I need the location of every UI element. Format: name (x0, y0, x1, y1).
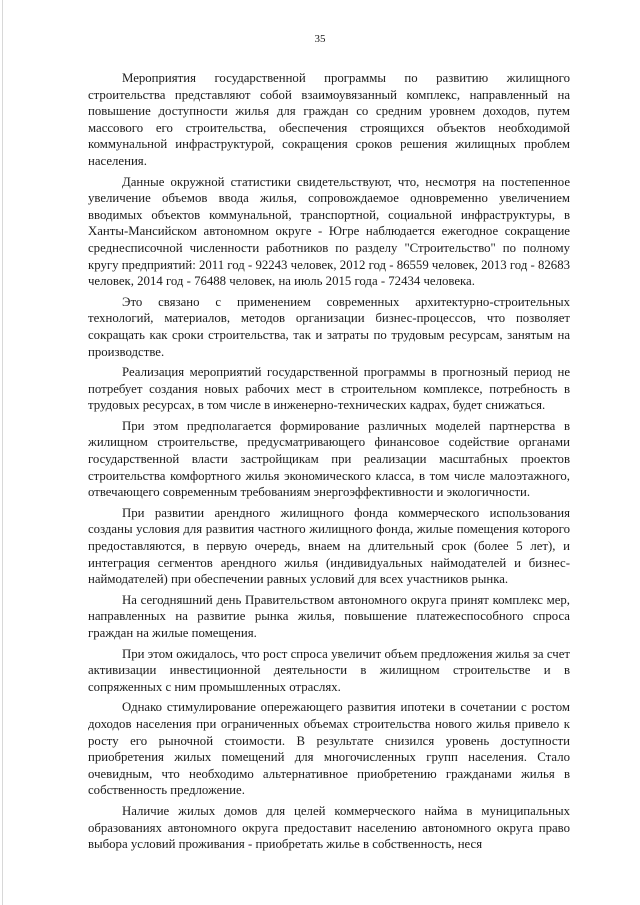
paragraph: При этом ожидалось, что рост спроса увеличит объем предложения жилья за счет активизации инвестиционной деятельности в жилищном строительстве и в сопряженных с ним промышленных отраслях. (88, 646, 570, 694)
page-number: 35 (314, 33, 326, 45)
paragraph: Реализация мероприятий государственной программы в прогнозный период не потребует создания новых рабочих мест в строительном комплексе, потребность в трудовых ресурсах, в том числе в инженерно-технических кадрах, будет снижаться. (88, 365, 570, 413)
paragraph: При развитии арендного жилищного фонда коммерческого использования созданы условия для развития частного жилищного фонда, жилые помещения которого предоставляются, в первую очередь, внаем на длительный срок (более 5 лет), и интеграция сегментов арендного жилья (индивидуальных наймодателей и бизнес-наймодателей) при обеспечении равных условий для всех участников рынка. (88, 505, 570, 587)
paragraph: Однако стимулирование опережающего развития ипотеки в сочетании с ростом доходов населения при ограниченных объемах строительства нового жилья привело к росту его рыночной стоимости. В результате снизился уровень доступности приобретения жилых помещений для многочисленных групп населения. Стало очевидным, что необходимо альтернативное приобретению гражданами жилья в собственность предложение. (88, 700, 570, 798)
paragraph: Данные окружной статистики свидетельствуют, что, несмотря на постепенное увеличение объемов ввода жилья, сопровождаемое одновременно увеличением вводимых объектов коммунальной, транспортной, социальной инфраструктуры, в Ханты-Мансийском автономном округе - Югре наблюдается ежегодное сокращение среднесписочной численности работников по разделу "Строительство" по полному кругу предприятий: 2011 год - 92243 человек, 2012 год - 86559 человек, 2013 год - 82683 человек, 2014 год - 76488 человек, на июль 2015 года - 72434 человека. (88, 174, 570, 289)
paragraph: Мероприятия государственной программы по развитию жилищного строительства представляют собой взаимоувязанный комплекс, направленный на повышение доступности жилья для граждан со средним уровнем доходов, путем массового его строительства, обеспечения строящихся объектов необходимой коммунальной инфраструктурой, сокращения сроков решения жилищных проблем населения. (88, 71, 570, 168)
paragraph: Это связано с применением современных архитектурно-строительных технологий, материалов, методов организации бизнес-процессов, что позволяет сокращать как сроки строительства, так и затраты по трудовым ресурсам, занятым на производстве. (88, 294, 570, 359)
paragraph: На сегодняшний день Правительством автономного округа принят комплекс мер, направленных на развитие рынка жилья, повышение платежеспособного спроса граждан на жилые помещения. (88, 592, 570, 640)
paragraph: При этом предполагается формирование различных моделей партнерства в жилищном строительстве, предусматривающего финансовое содействие органами государственной власти застройщикам при реализации масштабных проектов строительства комфортного жилья экономического класса, в том числе малоэтажного, отвечающего современным требованиям энергоэффективности и экологичности. (88, 418, 570, 500)
scan-edge-line (2, 0, 3, 905)
paragraph: Наличие жилых домов для целей коммерческого найма в муниципальных образованиях автономного округа предоставит населению автономного округа право выбора условий проживания - приобретать жилье в собственность, неся (88, 803, 570, 852)
document-body (88, 70, 570, 857)
